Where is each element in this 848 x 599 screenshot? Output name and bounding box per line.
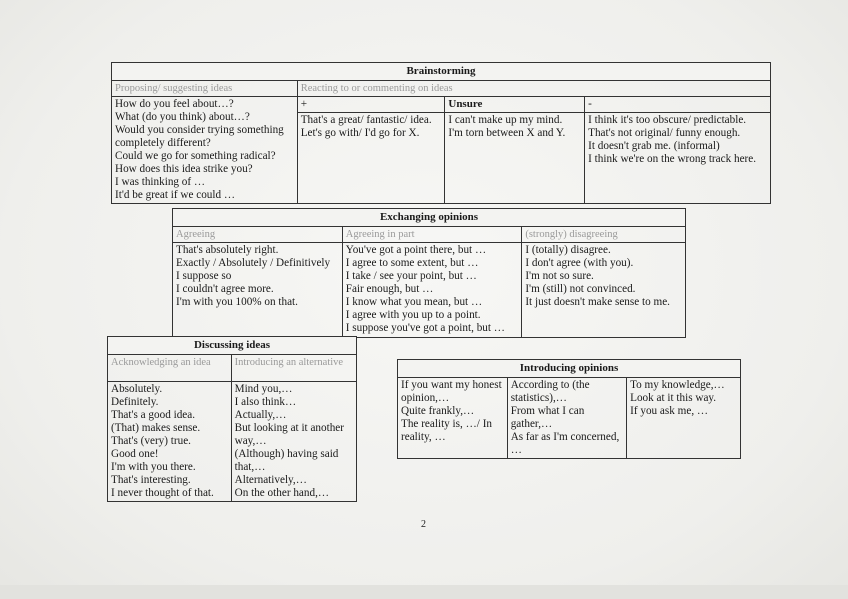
alternative-item: I also think… [234, 396, 297, 408]
acknowledging-item: That's interesting. [111, 474, 191, 486]
discussing-title: Discussing ideas [108, 337, 357, 355]
alternative-cell [231, 382, 356, 502]
alternative-item: Alternatively,… [234, 474, 307, 486]
disagreeing-item: I'm not so sure. [525, 270, 594, 282]
agreeing-item: That's absolutely right. [176, 244, 279, 256]
proposing-item: I was thinking of … [115, 176, 206, 188]
acknowledging-item: I never thought of that. [111, 487, 214, 499]
introducing-item: As far as I'm concerned, … [510, 431, 620, 456]
proposing-item: It'd be great if we could … [115, 189, 236, 201]
acknowledging-header: Acknowledging an idea [108, 355, 232, 382]
brainstorming-title: Brainstorming [112, 63, 771, 81]
acknowledging-item: That's a good idea. [111, 409, 196, 421]
plus-header: + [297, 97, 445, 113]
minus-item: I think we're on the wrong track here. [588, 153, 757, 165]
alternative-item: On the other hand,… [234, 487, 330, 499]
alternative-item: Mind you,… [234, 383, 293, 395]
disagreeing-item: It just doesn't make sense to me. [525, 296, 670, 308]
disagreeing-item: I don't agree (with you). [525, 257, 634, 269]
acknowledging-item: (That) makes sense. [111, 422, 201, 434]
unsure-header: Unsure [445, 97, 585, 113]
agreeing-cell [173, 243, 343, 338]
agreeing-part-item: You've got a point there, but … [345, 244, 487, 256]
agreeing-item: I couldn't agree more. [176, 283, 274, 295]
proposing-item: Would you consider trying something completely different? [115, 124, 284, 149]
disagreeing-header: (strongly) disagreeing [522, 227, 686, 243]
plus-item: Let's go with/ I'd go for X. [300, 127, 420, 139]
introducing-opinions-table [397, 359, 741, 459]
introducing-title: Introducing opinions [398, 360, 741, 378]
minus-item: It doesn't grab me. (informal) [588, 140, 720, 152]
acknowledging-item: Absolutely. [111, 383, 163, 395]
agreeing-part-item: I suppose you've got a point, but … [345, 322, 505, 334]
plus-cell [297, 113, 445, 204]
exchanging-title: Exchanging opinions [173, 209, 686, 227]
alternative-item: But looking at it another way,… [234, 422, 344, 447]
introducing-item: According to (the statistics),… [510, 379, 590, 404]
agreeing-item: I suppose so [176, 270, 232, 282]
brainstorming-table [111, 62, 771, 204]
unsure-cell [445, 113, 585, 204]
agreeing-part-header: Agreeing in part [342, 227, 522, 243]
disagreeing-cell [522, 243, 686, 338]
disagreeing-item: I'm (still) not convinced. [525, 283, 636, 295]
plus-item: That's a great/ fantastic/ idea. [300, 114, 432, 126]
agreeing-header: Agreeing [173, 227, 343, 243]
acknowledging-item: Good one! [111, 448, 159, 460]
proposing-item: How does this idea strike you? [115, 163, 253, 175]
acknowledging-item: Definitely. [111, 396, 159, 408]
agreeing-item: Exactly / Absolutely / Definitively [176, 257, 331, 269]
unsure-item: I'm torn between X and Y. [448, 127, 566, 139]
proposing-item: Could we go for something radical? [115, 150, 276, 162]
introducing-col3 [627, 378, 741, 459]
introducing-item: If you want my honest opinion,… [401, 379, 502, 404]
acknowledging-item: That's (very) true. [111, 435, 191, 447]
minus-cell [585, 113, 771, 204]
proposing-cell [112, 97, 298, 204]
minus-item: I think it's too obscure/ predictable. [588, 114, 747, 126]
alternative-header: Introducing an alternative [231, 355, 356, 382]
introducing-item: To my knowledge,… [630, 379, 725, 391]
unsure-item: I can't make up my mind. [448, 114, 563, 126]
alternative-item: Actually,… [234, 409, 287, 421]
proposing-item: How do you feel about…? [115, 98, 234, 110]
agreeing-part-item: I know what you mean, but … [345, 296, 483, 308]
reacting-header: Reacting to or commenting on ideas [297, 81, 770, 97]
introducing-col2 [507, 378, 626, 459]
introducing-item: Quite frankly,… [401, 405, 475, 417]
exchanging-opinions-table [172, 208, 686, 338]
agreeing-part-cell [342, 243, 522, 338]
disagreeing-item: I (totally) disagree. [525, 244, 611, 256]
page-number: 2 [421, 519, 426, 530]
introducing-item: From what I can gather,… [510, 405, 585, 430]
alternative-item: (Although) having said that,… [234, 448, 339, 473]
minus-item: That's not original/ funny enough. [588, 127, 741, 139]
proposing-header: Proposing/ suggesting ideas [112, 81, 298, 97]
acknowledging-cell [108, 382, 232, 502]
introducing-item: Look at it this way. [630, 392, 717, 404]
agreeing-part-item: Fair enough, but … [345, 283, 434, 295]
minus-header: - [585, 97, 771, 113]
introducing-col1 [398, 378, 508, 459]
agreeing-part-item: I agree to some extent, but … [345, 257, 479, 269]
agreeing-item: I'm with you 100% on that. [176, 296, 298, 308]
agreeing-part-item: I take / see your point, but … [345, 270, 477, 282]
proposing-item: What (do you think) about…? [115, 111, 250, 123]
acknowledging-item: I'm with you there. [111, 461, 196, 473]
agreeing-part-item: I agree with you up to a point. [345, 309, 481, 321]
page-bottom-edge [0, 585, 848, 599]
discussing-ideas-table [107, 336, 357, 502]
introducing-item: If you ask me, … [630, 405, 709, 417]
introducing-item: The reality is, …/ In reality, … [401, 418, 493, 443]
